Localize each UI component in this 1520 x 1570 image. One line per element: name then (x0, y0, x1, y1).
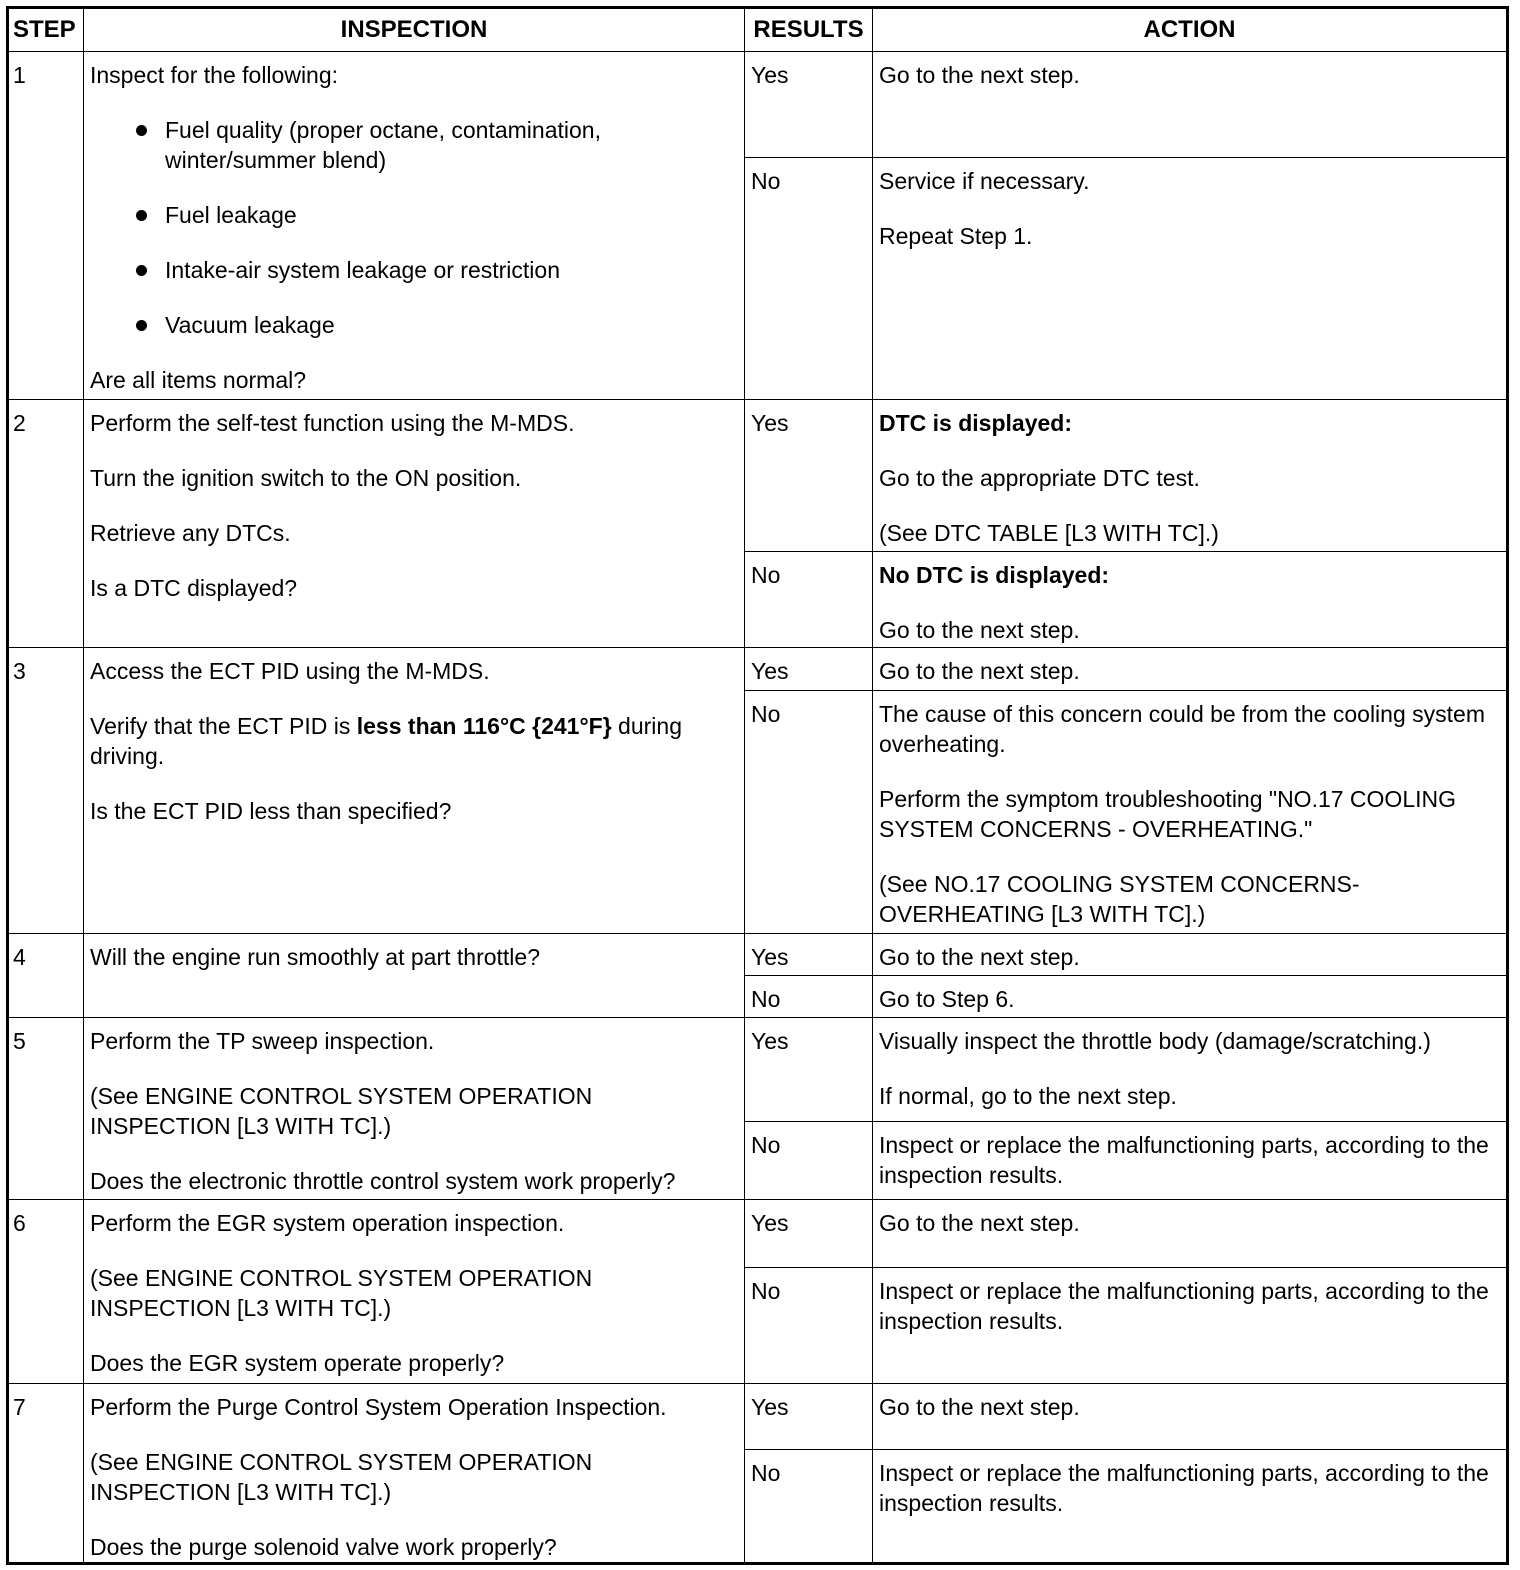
inspection-cell (84, 1018, 745, 1200)
inspection-text: Turn the ignition switch to the ON position. (90, 465, 522, 491)
table-row (8, 52, 1508, 158)
inspection-reference: (See ENGINE CONTROL SYSTEM OPERATION INSPECTION [L3 WITH TC].) (90, 1083, 593, 1139)
step-number: 2 (8, 400, 84, 648)
action-cell (873, 1200, 1508, 1268)
inspection-cell (84, 1200, 745, 1384)
step-number: 4 (8, 934, 84, 1018)
action-text: Go to the next step. (879, 658, 1080, 684)
action-text: Go to the appropriate DTC test. (879, 465, 1200, 491)
inspection-question: Will the engine run smoothly at part throttle? (90, 944, 541, 970)
inspection-cell (84, 934, 745, 1018)
inspection-text: Perform the EGR system operation inspection. (90, 1210, 565, 1236)
action-text: Go to Step 6. (879, 986, 1015, 1012)
action-text: If normal, go to the next step. (879, 1083, 1177, 1109)
table-row (8, 934, 1508, 976)
troubleshooting-document (6, 6, 1509, 1565)
step-number: 3 (8, 648, 84, 934)
inspection-question: Is a DTC displayed? (90, 575, 298, 601)
inspection-question: Does the EGR system operate properly? (90, 1350, 505, 1376)
result-no: No (745, 552, 873, 648)
action-text: Repeat Step 1. (879, 223, 1033, 249)
action-text: Go to the next step. (879, 944, 1080, 970)
action-heading: DTC is displayed: (879, 410, 1072, 436)
inspection-text: Verify that the ECT PID is less than 116°C {241°F} during driving. (90, 713, 682, 769)
result-no: No (745, 976, 873, 1018)
inspection-text: Inspect for the following: (90, 62, 339, 88)
inspection-text: Perform the Purge Control System Operation Inspection. (90, 1394, 667, 1420)
inspection-cell (84, 52, 745, 400)
bullet-item: Vacuum leakage (90, 310, 738, 340)
header-action: ACTION (873, 8, 1508, 52)
result-no: No (745, 691, 873, 934)
result-no: No (745, 1268, 873, 1384)
action-text: Service if necessary. (879, 168, 1090, 194)
result-yes: Yes (745, 400, 873, 552)
action-cell (873, 934, 1508, 976)
action-cell (873, 1268, 1508, 1384)
action-text: Go to the next step. (879, 1394, 1080, 1420)
action-cell (873, 691, 1508, 934)
step-number: 6 (8, 1200, 84, 1384)
action-reference: (See NO.17 COOLING SYSTEM CONCERNS-OVERHEATING [L3 WITH TC].) (879, 871, 1360, 927)
action-text: Inspect or replace the malfunctioning parts, according to the inspection results. (879, 1132, 1489, 1188)
action-cell (873, 552, 1508, 648)
inspection-cell (84, 1384, 745, 1564)
bullet-item: Fuel leakage (90, 200, 738, 230)
table-row (8, 1018, 1508, 1122)
result-yes: Yes (745, 648, 873, 691)
result-yes: Yes (745, 934, 873, 976)
header-step: STEP (8, 8, 84, 52)
result-yes: Yes (745, 52, 873, 158)
result-yes: Yes (745, 1384, 873, 1450)
step-number: 1 (8, 52, 84, 400)
action-cell (873, 1018, 1508, 1122)
table-row (8, 1384, 1508, 1450)
inspection-text: Retrieve any DTCs. (90, 520, 291, 546)
table-row (8, 400, 1508, 552)
result-yes: Yes (745, 1200, 873, 1268)
inspection-text: Perform the TP sweep inspection. (90, 1028, 435, 1054)
action-text: Inspect or replace the malfunctioning parts, according to the inspection results. (879, 1278, 1489, 1334)
action-cell (873, 976, 1508, 1018)
inspection-cell (84, 400, 745, 648)
result-no: No (745, 1122, 873, 1200)
action-reference: (See DTC TABLE [L3 WITH TC].) (879, 520, 1219, 546)
inspection-cell (84, 648, 745, 934)
result-no: No (745, 158, 873, 400)
inspection-reference: (See ENGINE CONTROL SYSTEM OPERATION INSPECTION [L3 WITH TC].) (90, 1449, 593, 1505)
bullet-item: Intake-air system leakage or restriction (90, 255, 738, 285)
table-row (8, 648, 1508, 691)
action-text: Perform the symptom troubleshooting "NO.17 COOLING SYSTEM CONCERNS - OVERHEATING." (879, 786, 1456, 842)
action-cell (873, 158, 1508, 400)
inspection-question: Does the purge solenoid valve work properly? (90, 1534, 557, 1560)
header-inspection: INSPECTION (84, 8, 745, 52)
inspection-text: Perform the self-test function using the M-MDS. (90, 410, 575, 436)
action-cell (873, 1450, 1508, 1564)
header-results: RESULTS (745, 8, 873, 52)
action-cell (873, 1122, 1508, 1200)
inspection-question: Is the ECT PID less than specified? (90, 798, 452, 824)
spec-value: less than 116°C {241°F} (356, 713, 612, 739)
bullet-item: Fuel quality (proper octane, contamination, winter/summer blend) (90, 115, 738, 175)
action-text: Visually inspect the throttle body (damage/scratching.) (879, 1028, 1431, 1054)
inspection-text: Access the ECT PID using the M-MDS. (90, 658, 490, 684)
inspection-question: Does the electronic throttle control system work properly? (90, 1168, 676, 1194)
action-heading: No DTC is displayed: (879, 562, 1110, 588)
step-number: 5 (8, 1018, 84, 1200)
action-text: Go to the next step. (879, 617, 1080, 643)
action-text: The cause of this concern could be from the cooling system overheating. (879, 701, 1485, 757)
inspection-reference: (See ENGINE CONTROL SYSTEM OPERATION INSPECTION [L3 WITH TC].) (90, 1265, 593, 1321)
action-cell (873, 648, 1508, 691)
action-cell (873, 1384, 1508, 1450)
table-header-row (8, 8, 1508, 52)
table-row (8, 1200, 1508, 1268)
result-no: No (745, 1450, 873, 1564)
troubleshooting-table (6, 6, 1509, 1565)
inspection-question: Are all items normal? (90, 367, 307, 393)
action-text: Inspect or replace the malfunctioning parts, according to the inspection results. (879, 1460, 1489, 1516)
action-text: Go to the next step. (879, 62, 1080, 88)
result-yes: Yes (745, 1018, 873, 1122)
action-cell (873, 52, 1508, 158)
action-text: Go to the next step. (879, 1210, 1080, 1236)
step-number: 7 (8, 1384, 84, 1564)
action-cell (873, 400, 1508, 552)
